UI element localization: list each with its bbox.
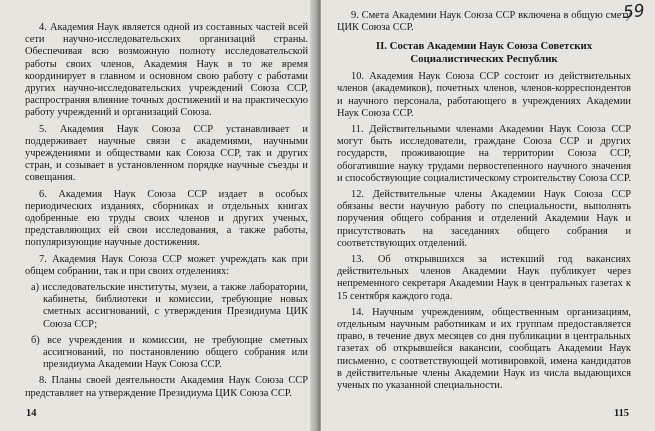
paragraph-5: 5. Академия Наук Союза ССР устанавливает и поддерживает научные связи с академиями, научными учреждениями и обществами как Союза ССР, так и других стран, и созывает в установленном порядке научные съезды и совещания.: [25, 123, 308, 184]
archive-stamp: 59: [622, 0, 646, 24]
paragraph-13: 13. Об открывшихся за истекший год вакансиях действительных членов Академии Наук публикует через непременного секретаря Академии Наук в центральных газетах к 15 сентября каждого года.: [337, 254, 631, 302]
paragraph-14: 14. Научным учреждениям, общественным организациям, отдельным научным работникам и их группам предоставляется право, в течение двух месяцев со дня публикации в центральных газетах об открывшейся вакансии, сообщать Академии Наук письменно, с соответствующей мотивировкой, имена кандидатов в действительные члены Академии Наук из числа выдающихся ученых по указанной специальности.: [337, 306, 631, 392]
left-page: [0, 0, 318, 431]
page-number-left: 14: [26, 408, 37, 419]
paragraph-11: 11. Действительными членами Академии Наук Союза ССР могут быть исследователи, граждане Союза ССР и других государств, проживающие на территории Союза ССР, обогатившие науку трудами первостепенного научного значения и способствующие социалистическому строительству Союза ССР.: [337, 124, 631, 184]
section-heading: II. Состав Академии Наук Союза Советских Социалистических Республик: [375, 40, 593, 65]
paragraph-7: 7. Академия Наук Союза ССР может учреждать как при общем собрании, так и при своих отделениях:: [25, 253, 308, 277]
page-number-right: 115: [613, 408, 629, 419]
paragraph-12: 12. Действительные члены Академии Наук Союза ССР обязаны вести научную работу по специальности, выполнять поручения общего собрания и отделений Академии Наук и присутствовать на заседаниях общего собрания и соответствующих отделений.: [337, 189, 631, 249]
paragraph-4: 4. Академия Наук является одной из составных частей всей сети научно-исследовательских организаций страны. Обеспечивая всю возможную полноту исследовательской работы своих членов, Академия Наук в то же время координирует в главном и основном свою работу с работами других научно-исследовательских учреждений Союза ССР, распространяя влияние точных достижений и на практическую работу учреждений и организаций Союза.: [25, 22, 308, 119]
paragraph-6: 6. Академия Наук Союза ССР издает в особых периодических изданиях, сборниках и отдельных книгах одобренные ею труды своих членов и других ученых, представляющих ей свои исследования, а также работы, популяризующие научные достижения.: [25, 188, 308, 249]
paragraph-9: 9. Смета Академии Наук Союза ССР включена в общую смету ЦИК Союза ССР.: [337, 10, 631, 34]
paragraph-10: 10. Академия Наук Союза ССР состоит из действительных членов (академиков), почетных членов, членов-корреспондентов и научного персонала, работающего в учреждениях Академии Наук Союза ССР.: [337, 71, 631, 119]
paragraph-8: 8. Планы своей деятельности Академия Наук Союза ССР представляет на утверждение Президиума ЦИК Союза ССР.: [25, 375, 308, 399]
paragraph-7b: б) все учреждения и комиссии, не требующие сметных ассигнований, по постановлению общего собрания или президиума Академии Наук Союза ССР.: [31, 334, 308, 371]
paragraph-7a: а) исследовательские институты, музеи, а также лаборатории, кабинеты, библиотеки и комиссии, требующие новых сметных ассигнований, с утверждения Президиума ЦИК Союза ССР;: [31, 282, 308, 330]
right-page: [321, 0, 655, 431]
